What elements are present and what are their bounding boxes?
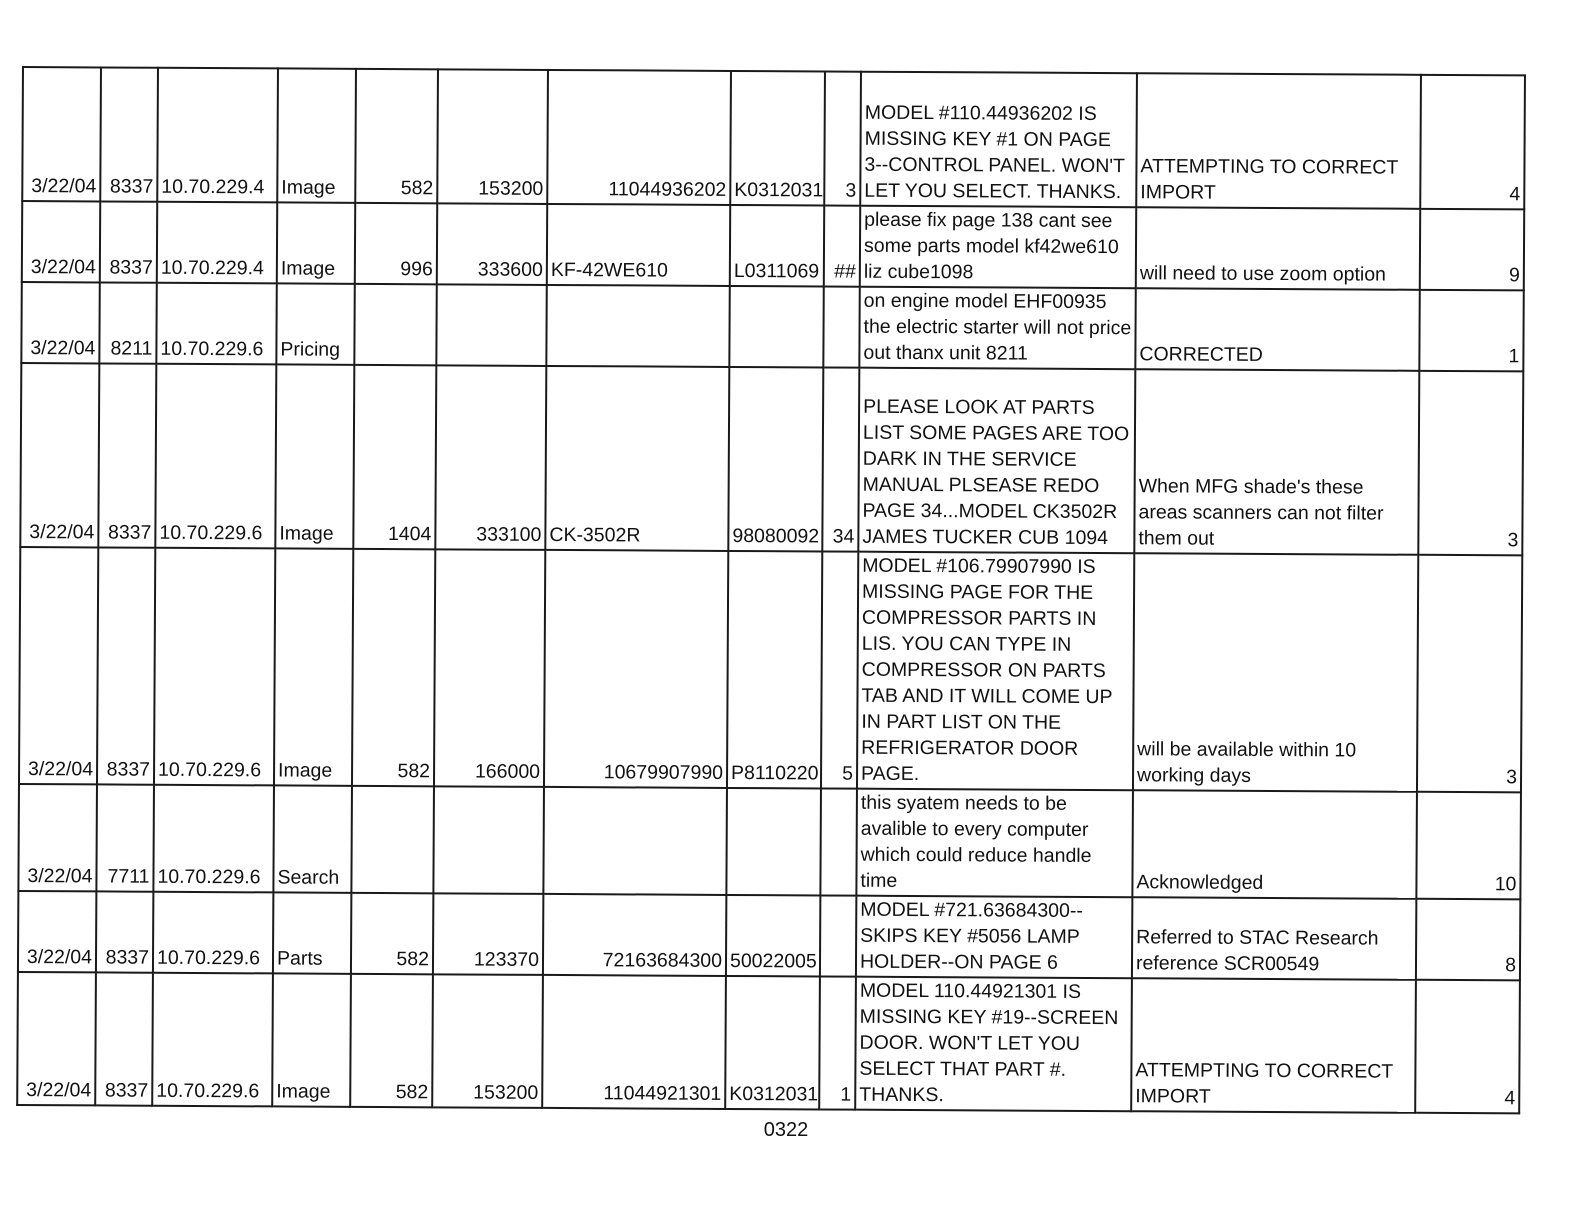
count-cell: 4 — [1420, 75, 1525, 210]
log-sheet — [16, 66, 1524, 1114]
code-cell: K0312031 — [725, 976, 820, 1110]
count-cell: 9 — [1420, 209, 1524, 291]
ip-address-cell: 10.70.229.4 — [157, 68, 278, 203]
table-row — [18, 891, 1520, 980]
number-cell: 153200 — [437, 69, 548, 204]
table-row — [18, 784, 1521, 899]
model-cell: 11044921301 — [542, 975, 726, 1109]
page-cell: 34 — [822, 367, 859, 551]
table-row — [22, 67, 1525, 209]
number-cell: 123370 — [433, 893, 543, 975]
category-cell: Image — [277, 68, 356, 202]
category-cell: Pricing — [276, 283, 354, 364]
model-cell — [546, 285, 729, 367]
page-cell: 3 — [824, 71, 861, 205]
ip-address-cell: 10.70.229.6 — [153, 892, 273, 974]
model-cell: CK-3502R — [545, 366, 729, 551]
number-cell: 166000 — [434, 549, 545, 787]
ip-address-cell: 10.70.229.6 — [154, 548, 275, 786]
date-cell: 3/22/04 — [22, 67, 101, 201]
comment-cell: MODEL 110.44921301 IS MISSING KEY #19--SCREEN DOOR. WON'T LET YOU SELECT THAT PART #. THANKS. — [855, 977, 1132, 1112]
number-cell: 1404 — [353, 365, 436, 549]
model-cell: 10679907990 — [544, 550, 728, 788]
number-cell — [354, 284, 436, 365]
date-cell: 3/22/04 — [18, 891, 96, 972]
table-row — [20, 363, 1523, 555]
category-cell: Parts — [273, 892, 351, 973]
page-cell: 5 — [821, 551, 858, 788]
number-cell: 996 — [355, 203, 437, 284]
number-cell — [436, 284, 546, 366]
number-cell — [433, 786, 544, 894]
code-cell — [726, 788, 821, 896]
code-cell: P8110220 — [727, 551, 822, 789]
comment-cell: on engine model EHF00935 the electric starter will not price out thanx unit 8211 — [859, 287, 1135, 370]
unit-cell: 8337 — [96, 891, 153, 972]
code-cell: K0312031 — [730, 71, 825, 206]
response-cell: ATTEMPTING TO CORRECT IMPORT — [1131, 978, 1416, 1113]
comment-cell: please fix page 138 cant see some parts model kf42we610 liz cube1098 — [860, 206, 1136, 289]
response-cell: will be available within 10 working days — [1133, 553, 1418, 792]
table-row — [21, 282, 1523, 371]
model-cell: KF-42WE610 — [547, 204, 730, 286]
number-cell: 333600 — [437, 203, 547, 285]
ip-address-cell: 10.70.229.6 — [153, 785, 274, 893]
page-cell: 1 — [819, 976, 856, 1109]
ip-address-cell: 10.70.229.4 — [157, 202, 277, 284]
category-cell: Image — [272, 973, 351, 1106]
table-row — [22, 201, 1524, 290]
number-cell — [351, 786, 434, 893]
comment-cell: MODEL #106.79907990 IS MISSING PAGE FOR THE COMPRESSOR PARTS IN LIS. YOU CAN TYPE IN COMPRESSOR ON PARTS TAB AND IT WILL COME UP IN PART LIST ON THE REFRIGERATOR DOOR PAGE. — [857, 552, 1134, 791]
unit-cell: 8337 — [98, 363, 156, 547]
model-cell — [543, 787, 727, 895]
ip-address-cell: 10.70.229.6 — [152, 973, 273, 1107]
model-cell: 11044936202 — [547, 70, 731, 205]
number-cell: 333100 — [435, 365, 546, 550]
count-cell: 1 — [1419, 290, 1523, 372]
number-cell: 582 — [351, 893, 433, 974]
date-cell: 3/22/04 — [21, 282, 99, 363]
model-cell: 72163684300 — [543, 894, 726, 976]
ip-address-cell: 10.70.229.6 — [156, 283, 276, 365]
count-cell: 8 — [1416, 899, 1520, 981]
date-cell: 3/22/04 — [18, 784, 97, 891]
category-cell: Image — [274, 548, 353, 785]
number-cell: 582 — [350, 974, 433, 1107]
unit-cell: 8211 — [99, 282, 156, 363]
category-cell: Image — [277, 202, 355, 283]
comment-cell: this syatem needs to be avalible to every computer which could reduce handle time — [856, 789, 1133, 898]
number-cell: 153200 — [432, 974, 543, 1108]
table-row — [19, 547, 1522, 792]
count-cell: 10 — [1416, 792, 1521, 900]
code-cell: 50022005 — [726, 895, 820, 977]
response-cell: When MFG shade's these areas scanners can not filter them out — [1134, 369, 1419, 555]
code-cell: 98080092 — [728, 367, 823, 552]
unit-cell: 8337 — [97, 547, 155, 784]
date-cell: 3/22/04 — [19, 547, 98, 784]
page-cell: ## — [824, 205, 860, 286]
comment-cell: PLEASE LOOK AT PARTS LIST SOME PAGES ARE TOO DARK IN THE SERVICE MANUAL PLSEASE REDO PAGE 34...MODEL CK3502R JAMES TUCKER CUB 1094 — [858, 368, 1135, 554]
response-cell: ATTEMPTING TO CORRECT IMPORT — [1136, 73, 1421, 209]
count-cell: 4 — [1415, 980, 1520, 1114]
table-row — [17, 972, 1520, 1113]
unit-cell: 8337 — [100, 67, 158, 201]
count-cell: 3 — [1417, 555, 1522, 793]
response-cell: CORRECTED — [1135, 288, 1419, 371]
ip-address-cell: 10.70.229.6 — [155, 364, 276, 549]
page-cell — [820, 788, 857, 895]
code-cell: L0311069 — [730, 205, 824, 287]
comment-cell: MODEL #110.44936202 IS MISSING KEY #1 ON PAGE 3--CONTROL PANEL. WON'T LET YOU SELECT. THANKS. — [860, 72, 1137, 208]
table-body — [17, 67, 1525, 1113]
count-cell: 3 — [1418, 371, 1523, 556]
unit-cell: 8337 — [100, 201, 157, 282]
category-cell: Search — [273, 785, 352, 892]
issue-log-table — [16, 66, 1526, 1114]
response-cell: Referred to STAC Research reference SCR00549 — [1132, 897, 1416, 980]
unit-cell: 8337 — [95, 972, 153, 1105]
comment-cell: MODEL #721.63684300--SKIPS KEY #5056 LAMP HOLDER--ON PAGE 6 — [856, 896, 1132, 979]
date-cell: 3/22/04 — [17, 972, 96, 1105]
unit-cell: 7711 — [96, 784, 154, 891]
number-cell: 582 — [355, 69, 438, 203]
page-cell — [820, 895, 856, 976]
code-cell — [729, 286, 823, 368]
date-cell: 3/22/04 — [20, 363, 99, 547]
date-cell: 3/22/04 — [22, 201, 100, 282]
number-cell: 582 — [352, 549, 435, 786]
category-cell: Image — [275, 364, 354, 548]
response-cell: Acknowledged — [1132, 790, 1417, 899]
response-cell: will need to use zoom option — [1136, 207, 1420, 290]
page-number: 0322 — [763, 1119, 809, 1141]
page-cell — [823, 286, 859, 367]
